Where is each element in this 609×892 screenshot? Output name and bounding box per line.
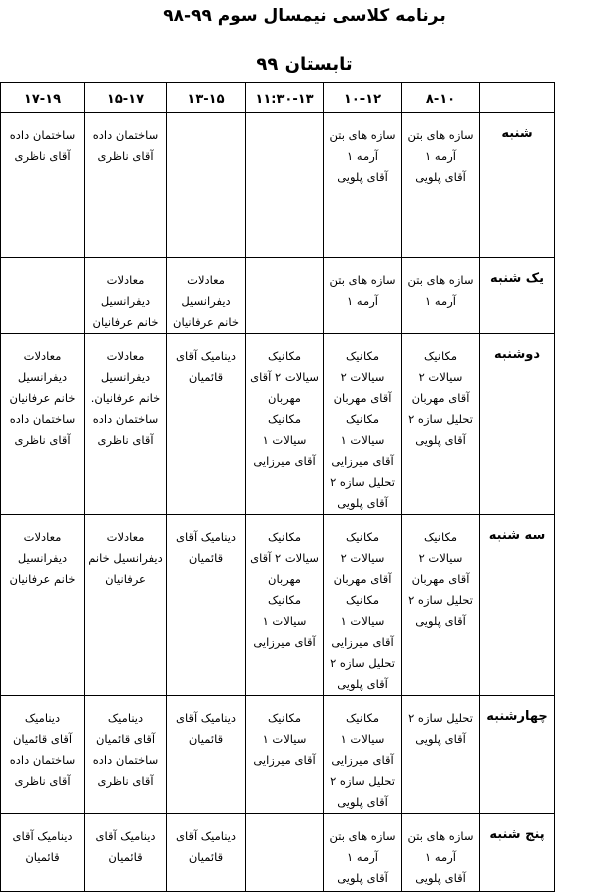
cell-content [248, 336, 321, 472]
cell-line: مکانیک [268, 711, 301, 725]
cell-line: آقای پلویی [415, 871, 466, 885]
cell-content [3, 816, 82, 868]
cell-content [169, 816, 243, 868]
table-row [1, 696, 555, 814]
cell-line: خانم عرفانیان [9, 391, 76, 405]
schedule-cell [402, 258, 480, 334]
cell-content [404, 336, 477, 451]
cell-line: آقای میرزایی [253, 753, 316, 767]
cell-content [326, 260, 399, 312]
cell-line: معادلات [23, 530, 62, 544]
cell-content [404, 517, 477, 632]
cell-line: آقای پلویی [337, 795, 388, 809]
schedule-cell [167, 515, 246, 696]
cell-content [326, 517, 399, 695]
cell-line: معادلات [106, 273, 145, 287]
cell-line: آقای پلویی [415, 170, 466, 184]
schedule-cell [324, 334, 402, 515]
schedule-cell [167, 696, 246, 814]
cell-content [169, 698, 243, 750]
cell-line: مکانیک [346, 412, 379, 426]
cell-content [248, 115, 321, 125]
table-row [1, 515, 555, 696]
cell-line: سیالات ۲ [418, 370, 463, 384]
day-label: شنبه [480, 113, 555, 258]
cell-line: آقای ناظری [97, 433, 154, 447]
schedule-cell [324, 814, 402, 892]
column-header: ۱۵-۱۷ [85, 83, 167, 113]
cell-content [169, 115, 243, 125]
cell-line: آقای پلویی [415, 732, 466, 746]
cell-line: آقای پلویی [337, 496, 388, 510]
cell-line: آقای قائمیان [95, 732, 156, 746]
cell-line: خانم عرفانیان. [90, 391, 161, 405]
cell-line: مهربان [268, 572, 301, 586]
cell-line: ساختمان داده [92, 412, 159, 426]
cell-line: دیفرانسیل خانم [88, 551, 163, 565]
cell-line: آرمه ۱ [425, 850, 456, 864]
cell-line: دینامیک آقای [12, 829, 73, 843]
schedule-cell [167, 258, 246, 334]
column-header: ۱۰-۱۲ [324, 83, 402, 113]
cell-line: ساختمان داده [9, 412, 76, 426]
cell-line: آقای قائمیان [12, 732, 73, 746]
schedule-cell [85, 814, 167, 892]
schedule-cell [402, 334, 480, 515]
cell-content [326, 336, 399, 514]
cell-content [87, 517, 164, 590]
schedule-cell [246, 258, 324, 334]
cell-line: آقای میرزایی [253, 635, 316, 649]
cell-line: دیفرانسیل [181, 294, 231, 308]
cell-line: تحلیل سازه ۲ [330, 656, 395, 670]
cell-line: دیفرانسیل [17, 370, 68, 384]
cell-line: آقای پلویی [415, 433, 466, 447]
cell-content [404, 260, 477, 312]
cell-line: قائمیان [188, 370, 224, 384]
cell-line: ساختمان داده [9, 753, 76, 767]
cell-line: سیالات ۱ [340, 732, 385, 746]
cell-line: دینامیک آقای [175, 530, 237, 544]
cell-line: قائمیان [188, 850, 224, 864]
page-subtitle: تابستان ۹۹ [256, 54, 353, 75]
cell-line: دیفرانسیل [100, 294, 151, 308]
schedule-cell [85, 696, 167, 814]
schedule-cell [167, 814, 246, 892]
cell-content [326, 115, 399, 188]
schedule-cell [1, 814, 85, 892]
cell-content [404, 115, 477, 188]
cell-line: سیالات ۲ [340, 370, 385, 384]
cell-line: سازه های بتن [407, 829, 474, 843]
day-label: پنج شنبه [480, 814, 555, 892]
cell-line: معادلات [106, 349, 145, 363]
cell-line: مکانیک [268, 349, 301, 363]
cell-line: آقای مهربان [411, 572, 470, 586]
cell-line: آرمه ۱ [347, 149, 378, 163]
schedule-cell [402, 696, 480, 814]
cell-line: آقای ناظری [14, 149, 71, 163]
schedule-cell [167, 113, 246, 258]
cell-line: سیالات ۲ آقای [250, 370, 319, 384]
cell-line: سازه های بتن [407, 273, 474, 287]
table-row [1, 258, 555, 334]
cell-line: آقای میرزایی [253, 454, 316, 468]
cell-line: آقای پلویی [337, 170, 388, 184]
cell-line: سیالات ۱ [262, 433, 307, 447]
cell-line: سیالات ۱ [340, 433, 385, 447]
table-row [1, 814, 555, 892]
schedule-cell [402, 113, 480, 258]
cell-line: تحلیل سازه ۲ [330, 475, 395, 489]
cell-line: تحلیل سازه ۲ [408, 711, 473, 725]
table-row [1, 113, 555, 258]
page-title: برنامه کلاسی نیمسال سوم ۹۹-۹۸ [163, 6, 446, 26]
cell-line: سازه های بتن [329, 829, 396, 843]
cell-content [87, 816, 164, 868]
cell-line: آقای پلویی [337, 871, 388, 885]
schedule-cell [324, 515, 402, 696]
cell-line: دینامیک [107, 711, 144, 725]
cell-content [3, 698, 82, 792]
day-label: سه شنبه [480, 515, 555, 696]
schedule-cell [85, 113, 167, 258]
cell-content [404, 816, 477, 889]
cell-line: دیفرانسیل [17, 551, 68, 565]
cell-line: آقای ناظری [97, 149, 154, 163]
schedule-cell [85, 258, 167, 334]
cell-content [3, 115, 82, 167]
schedule-cell [246, 515, 324, 696]
cell-line: سازه های بتن [329, 273, 396, 287]
cell-line: سیالات ۲ [340, 551, 385, 565]
cell-line: معادلات [106, 530, 145, 544]
cell-line: ساختمان داده [92, 753, 159, 767]
schedule-cell [246, 334, 324, 515]
schedule-cell [85, 515, 167, 696]
schedule-cell [167, 334, 246, 515]
cell-line: تحلیل سازه ۲ [408, 412, 473, 426]
cell-line: دیفرانسیل [100, 370, 151, 384]
cell-line: آقای ناظری [14, 774, 71, 788]
cell-line: آقای مهربان [333, 391, 392, 405]
schedule-cell [1, 696, 85, 814]
cell-content [248, 816, 321, 826]
cell-line: مکانیک [268, 530, 301, 544]
cell-content [326, 816, 399, 889]
cell-line: آرمه ۱ [347, 850, 378, 864]
schedule-cell [324, 258, 402, 334]
cell-line: سیالات ۱ [262, 732, 307, 746]
schedule-cell [1, 334, 85, 515]
cell-line: مکانیک [268, 412, 301, 426]
cell-content [3, 336, 82, 451]
cell-line: دینامیک آقای [175, 711, 237, 725]
cell-line: دینامیک آقای [175, 349, 237, 363]
cell-line: سازه های بتن [407, 128, 474, 142]
cell-line: مکانیک [346, 530, 379, 544]
day-label: چهارشنبه [480, 696, 555, 814]
cell-line: آقای میرزایی [331, 454, 394, 468]
cell-line: دینامیک [24, 711, 61, 725]
cell-line: سیالات ۲ [418, 551, 463, 565]
cell-content [169, 260, 243, 333]
column-header [480, 83, 555, 113]
cell-content [87, 115, 164, 167]
column-header: ۸-۱۰ [402, 83, 480, 113]
cell-line: قائمیان [188, 732, 224, 746]
cell-line: آرمه ۱ [425, 294, 456, 308]
cell-content [248, 698, 321, 771]
cell-line: سیالات ۲ آقای [250, 551, 319, 565]
cell-line: دینامیک آقای [175, 829, 237, 843]
cell-content [87, 336, 164, 451]
cell-line: قائمیان [25, 850, 60, 864]
day-label: دوشنبه [480, 334, 555, 515]
cell-line: مکانیک [346, 711, 379, 725]
table-row [1, 334, 555, 515]
cell-line: عرفانیان [105, 572, 146, 586]
cell-line: مکانیک [424, 530, 457, 544]
cell-content [248, 260, 321, 270]
schedule-cell [402, 814, 480, 892]
schedule-cell [246, 113, 324, 258]
cell-content [326, 698, 399, 813]
cell-line: آرمه ۱ [347, 294, 378, 308]
cell-line: آقای مهربان [411, 391, 470, 405]
cell-content [87, 698, 164, 792]
cell-content [169, 336, 243, 388]
cell-line: ساختمان داده [9, 128, 76, 142]
cell-line: سیالات ۱ [340, 614, 385, 628]
cell-line: خانم عرفانیان [9, 572, 76, 586]
cell-content [3, 517, 82, 590]
column-header: ۱۷-۱۹ [1, 83, 85, 113]
cell-line: آقای میرزایی [331, 753, 394, 767]
schedule-cell [246, 814, 324, 892]
cell-line: آقای میرزایی [331, 635, 394, 649]
cell-line: آقای پلویی [337, 677, 388, 691]
cell-line: آقای ناظری [97, 774, 154, 788]
cell-line: معادلات [23, 349, 62, 363]
schedule-cell [1, 258, 85, 334]
schedule-cell [1, 113, 85, 258]
cell-line: خانم عرفانیان [92, 315, 159, 329]
cell-content [3, 260, 82, 270]
schedule-cell [246, 696, 324, 814]
schedule-cell [402, 515, 480, 696]
cell-content [87, 260, 164, 333]
cell-line: آقای مهربان [333, 572, 392, 586]
cell-line: مکانیک [346, 593, 379, 607]
cell-line: آقای ناظری [14, 433, 71, 447]
cell-line: قائمیان [108, 850, 143, 864]
cell-line: مکانیک [346, 349, 379, 363]
column-header: ۱۳-۱۵ [167, 83, 246, 113]
cell-line: دینامیک آقای [95, 829, 156, 843]
schedule-table [0, 82, 555, 892]
cell-line: آرمه ۱ [425, 149, 456, 163]
cell-line: سازه های بتن [329, 128, 396, 142]
schedule-cell [85, 334, 167, 515]
cell-line: تحلیل سازه ۲ [408, 593, 473, 607]
schedule-cell [324, 696, 402, 814]
column-header: ۱۱:۳۰-۱۳ [246, 83, 324, 113]
cell-line: سیالات ۱ [262, 614, 307, 628]
cell-line: مکانیک [424, 349, 457, 363]
cell-line: مهربان [268, 391, 301, 405]
schedule-cell [324, 113, 402, 258]
cell-content [169, 517, 243, 569]
cell-content [248, 517, 321, 653]
cell-line: مکانیک [268, 593, 301, 607]
header-row [1, 83, 555, 113]
schedule-cell [1, 515, 85, 696]
day-label: یک شنبه [480, 258, 555, 334]
cell-line: قائمیان [188, 551, 224, 565]
cell-line: خانم عرفانیان [173, 315, 239, 329]
cell-line: ساختمان داده [92, 128, 159, 142]
cell-line: آقای پلویی [415, 614, 466, 628]
cell-line: تحلیل سازه ۲ [330, 774, 395, 788]
cell-content [404, 698, 477, 750]
cell-line: معادلات [187, 273, 225, 287]
